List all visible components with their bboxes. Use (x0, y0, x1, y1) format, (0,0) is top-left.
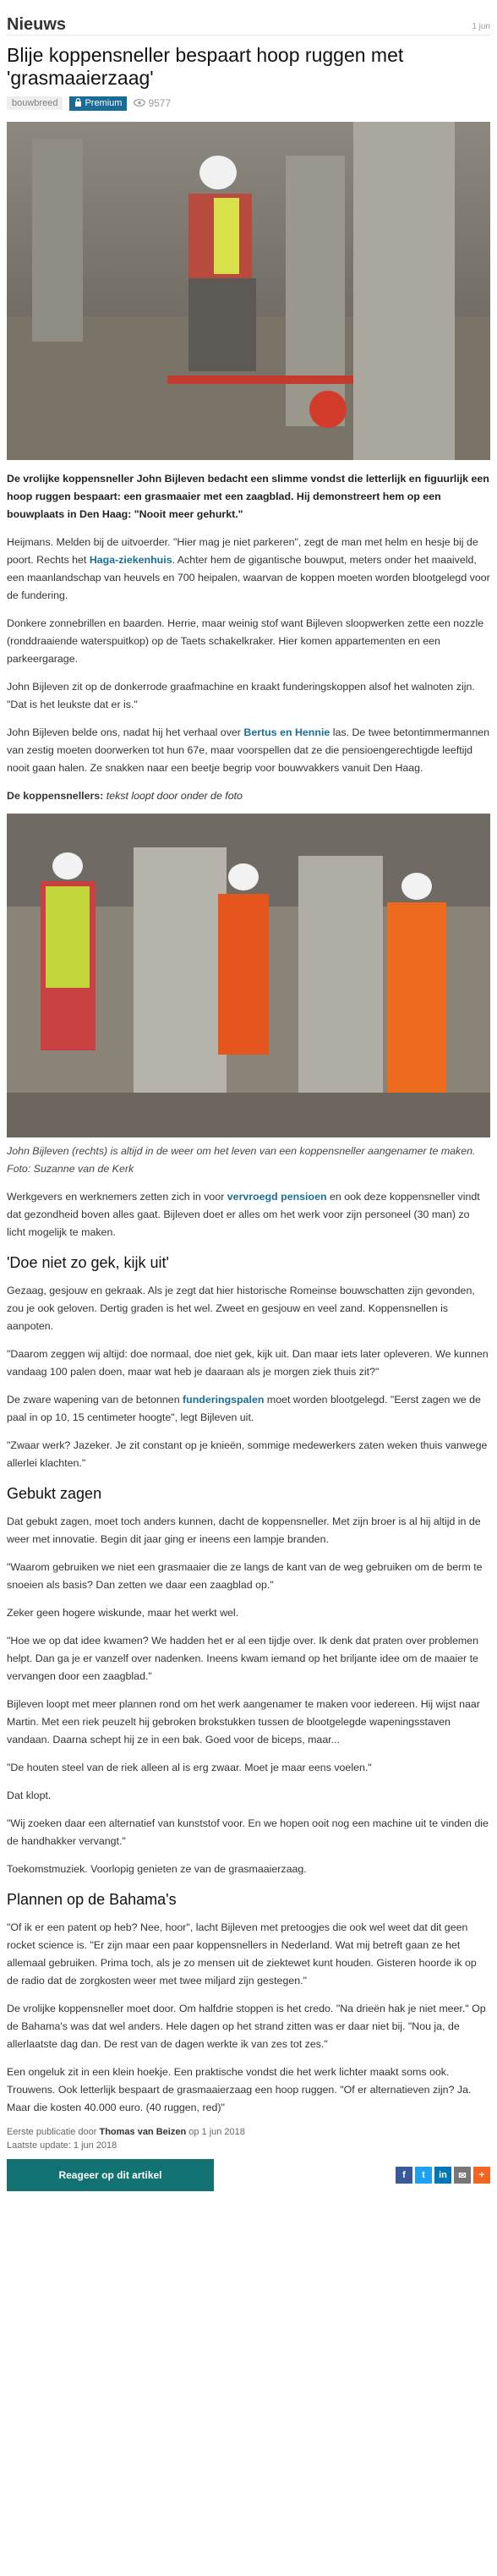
paragraph: "Daarom zeggen wij altijd: doe normaal, doe niet gek, kijk uit. Dan maar iets later opleveren. We kunnen vandaag 100 palen doen, maar wat heb je daaraan als je morgen ziek thuis zit?" (7, 1348, 489, 1378)
paragraph: Werkgevers en werknemers zetten zich in voor vervroegd pensioen en ook deze koppensneller vindt dat gezondheid boven alles gaat. Bijleven doet er alles om het werk voor zijn personeel (30 man) zo licht mogelijk te maken. (7, 1191, 480, 1238)
section-title: Nieuws (7, 15, 67, 34)
paragraph: Een ongeluk zit in een klein hoekje. Een praktische vondst die het werk lichter maakt soms ook. Trouwens. Ook letterlijk bespaart de grasmaaierzaag een hoop ruggen. "Of er alternatieven zijn? Ja. Maar die kosten 40.000 euro. (40 ruggen, red)" (7, 2066, 472, 2113)
last-update: Laatste update: 1 jun 2018 (7, 2140, 117, 2151)
view-count (134, 97, 171, 109)
subheading: 'Doe niet zo gek, kijk uit' (7, 1254, 169, 1271)
paragraph: "De houten steel van de riek alleen al is erg zwaar. Moet je maar eens voelen." (7, 1762, 372, 1773)
photo-caption: John Bijleven (rechts) is altijd in de weer om het leven van een koppensneller aangenamer te maken. Foto: Suzanne van de Kerk (7, 1145, 476, 1175)
publication-date: 1 jun (472, 22, 490, 31)
link-bertus-en-hennie[interactable]: Bertus en Hennie (243, 726, 330, 738)
paragraph: De zware wapening van de betonnen funderingspalen moet worden blootgelegd. "Eerst zagen we de paal in op 10, 15 centimeter hoogte", legt Bijleven uit. (7, 1394, 481, 1423)
paragraph: "Wij zoeken daar een alternatief van kunststof voor. En we hopen ooit nog een machine uit te vinden die de handhakker vervangt." (7, 1817, 489, 1847)
link-vervroegd-pensioen[interactable]: vervroegd pensioen (227, 1191, 327, 1203)
subheading: Plannen op de Bahama's (7, 1891, 177, 1908)
paragraph: Dat klopt. (7, 1789, 52, 1801)
article-tags (7, 95, 490, 112)
top-bar (7, 0, 490, 36)
first-publication: Eerste publicatie door Thomas van Beizen op 1 jun 2018 (7, 2127, 245, 2137)
twitter-share-icon[interactable]: t (415, 2167, 432, 2184)
paragraph: Gezaag, gesjouw en gekraak. Als je zegt dat hier historische Romeinse bouwschatten zijn gevonden, zou je ook geloven. Dertig graden is het wel. Zweet en gesjouw en veel zand. Koppensnellen is aanpoten. (7, 1285, 475, 1332)
link-funderingspalen[interactable]: funderingspalen (183, 1394, 265, 1406)
koppensnellers-intro: De koppensnellers: tekst loopt door onder de foto (7, 790, 243, 802)
paragraph: "Of ik er een patent op heb? Nee, hoor", lacht Bijleven met pretoogjes die ook wel weet dat dit geen rocket science is. "Er zijn maar een paar koppensnellers in Nederland. Wat mij betreft gaan ze het allemaal gebruiken. Prima toch, als je zo mensen uit de ziektewet kunt houden. Gisteren hoorde ik op de radio dat de zorgkosten weer met twee miljard zijn gestegen." (7, 1921, 477, 1987)
share-buttons (396, 2167, 490, 2184)
eye-icon (134, 97, 145, 109)
paragraph: "Hoe we op dat idee kwamen? We hadden het er al een tijdje over. Ik denk dat praten over problemen helpt. Dan ga je er vanzelf over nadenken. Ineens kwam iemand op het briljante idee om de maaier te vervangen door een zaagblad." (7, 1635, 478, 1682)
paragraph: "Zwaar werk? Jazeker. Je zit constant op je knieën, sommige medewerkers zaten weken thuis vanwege allerlei klachten." (7, 1439, 488, 1469)
article-lead: De vrolijke koppensneller John Bijleven bedacht een slimme vondst die letterlijk en figuurlijk een hoop ruggen bespaart: een grasmaaier met een zaagblad. Hij demonstreert hem op een bouwplaats in Den Haag: "Nooit meer gehurkt." (7, 473, 489, 520)
hero-photo (7, 122, 490, 460)
paragraph: Bijleven loopt met meer plannen rond om het werk aangenamer te maken voor iedereen. Hij wijst naar Martin. Met een riek peuzelt hij gebroken brokstukken tussen de blootgelegde wapeningsstaven vandaan. Daarna schept hij ze in een bak. Goed voor de biceps, maar... (7, 1698, 480, 1746)
category-tag[interactable]: bouwbreed (7, 96, 63, 110)
article-footer (7, 2159, 490, 2191)
article-title: Blije koppensneller bespaart hoop ruggen met 'grasmaaierzaag' (7, 44, 404, 89)
paragraph: Donkere zonnebrillen en baarden. Herrie, maar weinig stof want Bijleven sloopwerken zette een nozzle (ronddraaiende waterspuitkop) op de Taets schakelkraker. Hier komen appartementen en een parkeergarage. (7, 617, 484, 665)
subheading: Gebukt zagen (7, 1485, 102, 1502)
link-haga-ziekenhuis[interactable]: Haga-ziekenhuis (89, 554, 172, 566)
team-photo (7, 814, 490, 1137)
email-share-icon[interactable]: ✉ (454, 2167, 471, 2184)
comment-button[interactable]: Reageer op dit artikel (7, 2159, 214, 2191)
premium-label: Premium (85, 98, 123, 108)
view-count-value: 9577 (148, 97, 172, 109)
paragraph: "Waarom gebruiken we niet een grasmaaier die ze langs de kant van de weg gebruiken om de berm te snoeien als basis? Dan zetten we daar een zaagblad op." (7, 1561, 483, 1591)
premium-badge[interactable] (69, 96, 127, 111)
paragraph: John Bijleven zit op de donkerrode graafmachine en kraakt funderingskoppen alsof het walnoten zijn. "Dat is het leukste dat er is." (7, 681, 475, 710)
paragraph: Dat gebukt zagen, moet toch anders kunnen, dacht de koppensneller. Met zijn broer is al hij altijd in de weer met innovatie. Begin dit jaar ging er ineens een lampje branden. (7, 1515, 481, 1545)
more-share-icon[interactable]: + (473, 2167, 490, 2184)
paragraph: Toekomstmuziek. Voorlopig genieten ze van de grasmaaierzaag. (7, 1863, 307, 1875)
paragraph: Heijmans. Melden bij de uitvoerder. "Hier mag je niet parkeren", zegt de man met helm en hesje bij de poort. Rechts het Haga-ziekenhuis. Achter hem de gigantische bouwput, meters onder het maaiveld, een maanlandschap van heuvels en 700 heipalen, waarvan de koppen moeten worden blootgelegd voor de fundering. (7, 536, 490, 601)
paragraph: John Bijleven belde ons, nadat hij het verhaal over Bertus en Hennie las. De twee betontimmermannen van zestig moeten doorwerken tot hun 67e, maar voorspellen dat ze die pensioengerechtigde leeftijd nooit gaan halen. Ze snakken naar een beetje begrip voor bouwvakkers vanuit Den Haag. (7, 726, 489, 774)
paragraph: Zeker geen hogere wiskunde, maar het werkt wel. (7, 1607, 239, 1619)
author-link[interactable]: Thomas van Beizen (99, 2127, 187, 2137)
lock-icon (74, 98, 82, 109)
linkedin-share-icon[interactable]: in (434, 2167, 451, 2184)
paragraph: De vrolijke koppensneller moet door. Om halfdrie stoppen is het credo. "Na drieën hak je niet meer." Op de Bahama's was dat wel anders. Hele dagen op het strand zitten was er daar niet bij. "Nou ja, de allerlaatste dag dan. De rest van de dagen werkte ik van zes tot zes." (7, 2003, 486, 2050)
facebook-share-icon[interactable]: f (396, 2167, 412, 2184)
article-meta (7, 2125, 490, 2152)
